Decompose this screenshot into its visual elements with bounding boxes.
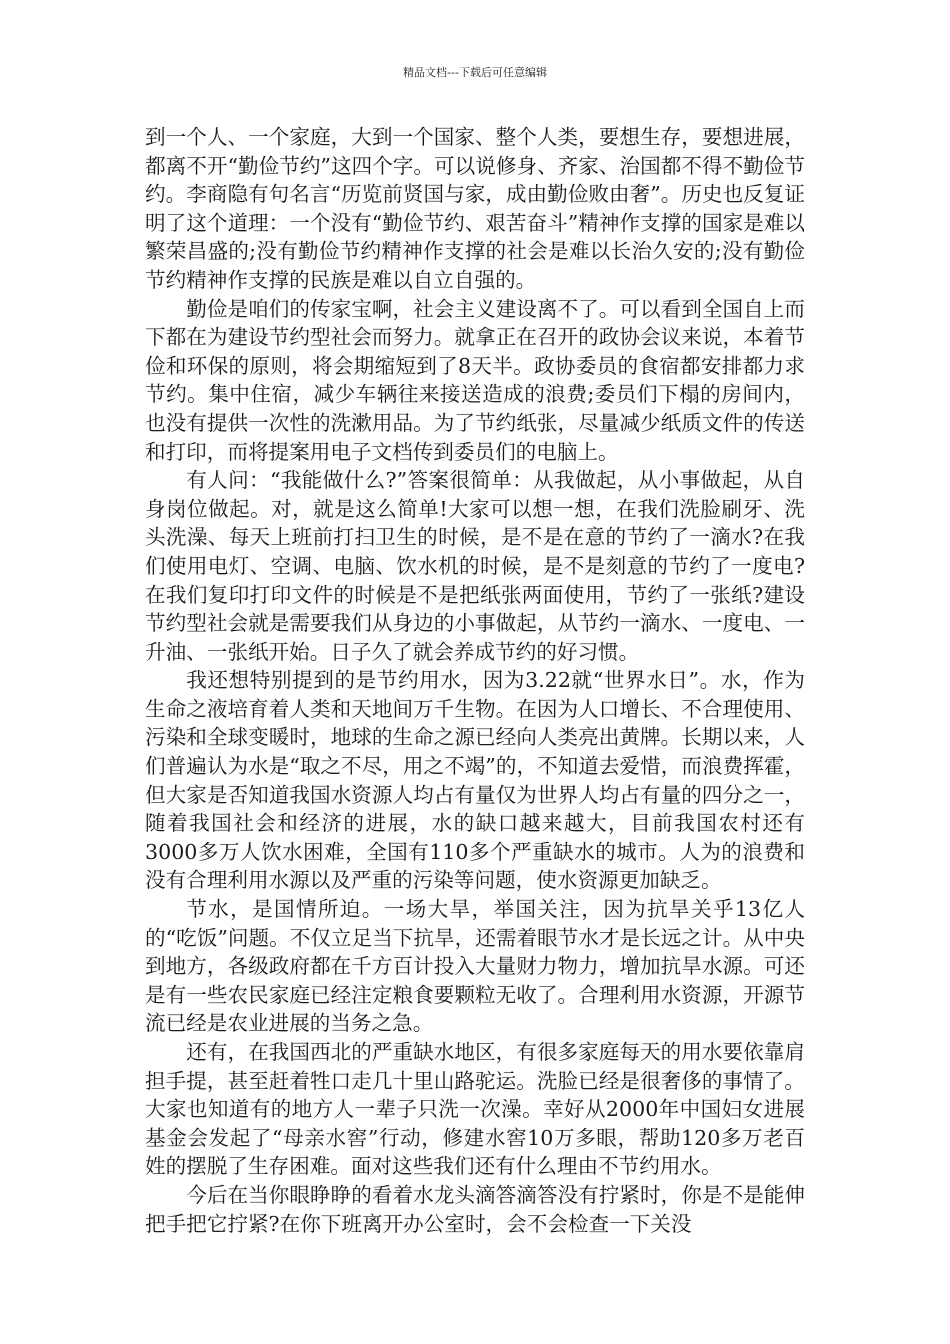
paragraph-3: 有人问：“我能做什么?”答案很简单：从我做起，从小事做起，从自身岗位做起。对，就是这么简单!大家可以想一想，在我们洗脸刷牙、洗头洗澡、每天上班前打扫卫生的时候，是不是在意的节约了一滴水?在我们使用电灯、空调、电脑、饮水机的时候，是不是刻意的节约了一度电?在我们复印打印文件的时候是不是把纸张两面使用，节约了一张纸?建设节约型社会就是需要我们从身边的小事做起，从节约一滴水、一度电、一升油、一张纸开始。日子久了就会养成节约的好习惯。 <box>145 468 805 664</box>
document-body <box>145 123 805 1238</box>
paragraph-2: 勤俭是咱们的传家宝啊，社会主义建设离不了。可以看到全国自上而下都在为建设节约型社会而努力。就拿正在召开的政协会议来说，本着节俭和环保的原则，将会期缩短到了8天半。政协委员的食宿都安排都力求节约。集中住宿，减少车辆往来接送造成的浪费;委员们下榻的房间内，也没有提供一次性的洗漱用品。为了节约纸张，尽量减少纸质文件的传送和打印，而将提案用电子文档传到委员们的电脑上。 <box>145 296 805 464</box>
paragraph-5: 节水，是国情所迫。一场大旱，举国关注，因为抗旱关乎13亿人的“吃饭”问题。不仅立足当下抗旱，还需着眼节水才是长远之计。从中央到地方，各级政府都在千方百计投入大量财力物力，增加抗旱水源。可还是有一些农民家庭已经注定粮食要颗粒无收了。合理利用水资源，开源节流已经是农业进展的当务之急。 <box>145 897 805 1036</box>
page-header: 精品文档---下载后可任意编辑 <box>403 66 547 79</box>
paragraph-6: 还有，在我国西北的严重缺水地区，有很多家庭每天的用水要依靠肩担手提，甚至赶着牲口走几十里山路驼运。洗脸已经是很奢侈的事情了。大家也知道有的地方人一辈子只洗一次澡。幸好从2000年中国妇女进展基金会发起了“母亲水窖”行动，修建水窖10万多眼，帮助120多万老百姓的摆脱了生存困难。面对这些我们还有什么理由不节约用水。 <box>145 1040 805 1179</box>
paragraph-4: 我还想特别提到的是节约用水，因为3.22就“世界水日”。水，作为生命之液培育着人类和天地间万千生物。在因为人口增长、不合理使用、污染和全球变暖时，地球的生命之源已经向人类亮出黄牌。长期以来，人们普遍认为水是“取之不尽，用之不竭”的，不知道去爱惜，而浪费挥霍，但大家是否知道我国水资源人均占有量仅为世界人均占有量的四分之一，随着我国社会和经济的进展，水的缺口越来越大，目前我国农村还有3000多万人饮水困难，全国有110多个严重缺水的城市。人为的浪费和没有合理利用水源以及严重的污染等问题，使水资源更加缺乏。 <box>145 668 805 893</box>
paragraph-1: 到一个人、一个家庭，大到一个国家、整个人类，要想生存，要想进展，都离不开“勤俭节约”这四个字。可以说修身、齐家、治国都不得不勤俭节约。李商隐有句名言“历览前贤国与家，成由勤俭败由奢”。历史也反复证明了这个道理：一个没有“勤俭节约、艰苦奋斗”精神作支撑的国家是难以繁荣昌盛的;没有勤俭节约精神作支撑的社会是难以长治久安的;没有勤俭节约精神作支撑的民族是难以自立自强的。 <box>145 125 805 292</box>
paragraph-7: 今后在当你眼睁睁的看着水龙头滴答滴答没有拧紧时，你是不是能伸把手把它拧紧?在你下班离开办公室时，会不会检查一下关没 <box>145 1182 805 1236</box>
